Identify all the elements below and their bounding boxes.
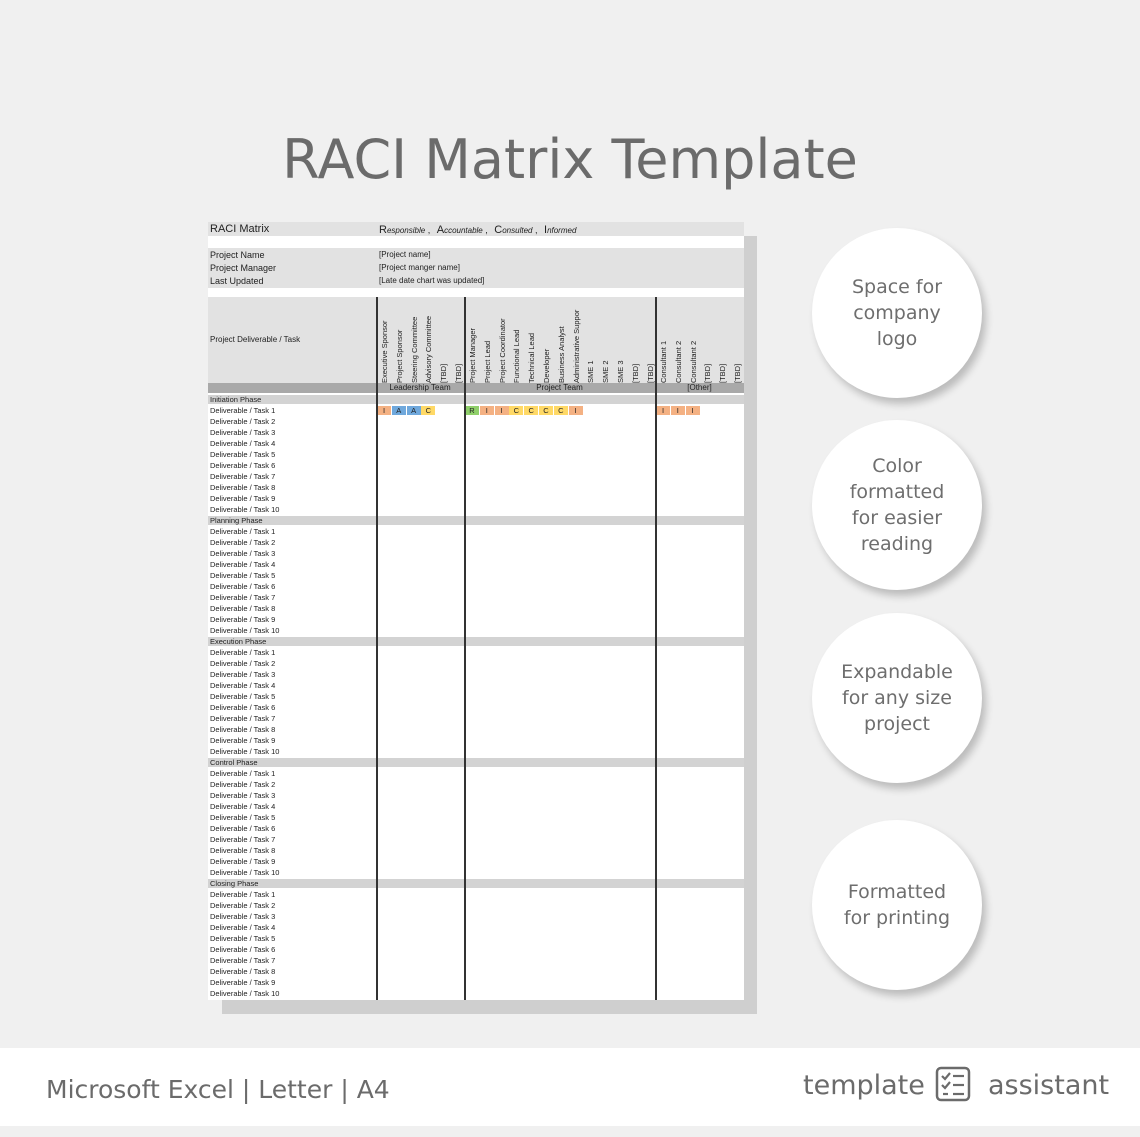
task-label: Deliverable / Task 3: [210, 428, 276, 437]
legend-item: [494, 225, 540, 235]
task-label: Deliverable / Task 9: [210, 857, 276, 866]
legend-separator: ,: [532, 225, 540, 235]
role-header: [TBD]: [733, 363, 742, 383]
task-label: Deliverable / Task 2: [210, 901, 276, 910]
task-label: Deliverable / Task 7: [210, 835, 276, 844]
task-label: Deliverable / Task 10: [210, 626, 280, 635]
legend-item: [544, 225, 576, 235]
task-label: Deliverable / Task 3: [210, 670, 276, 679]
info-value: [Late date chart was updated]: [379, 276, 485, 285]
brand-name-right: assistant: [988, 1070, 1110, 1101]
footer-bar: [0, 1048, 1140, 1126]
task-label: Deliverable / Task 6: [210, 461, 276, 470]
info-label: Project Name: [210, 250, 265, 260]
feature-color-formatted: Color formatted for easier reading: [812, 420, 982, 590]
role-header: Executive Sponsor: [380, 320, 389, 383]
raci-cell: C: [509, 406, 523, 415]
divider-line: [464, 297, 466, 1000]
task-label: Deliverable / Task 6: [210, 582, 276, 591]
task-label: Deliverable / Task 6: [210, 703, 276, 712]
page-title: RACI Matrix Template: [282, 128, 858, 191]
legend-item: [437, 225, 491, 235]
phase-header: Initiation Phase: [208, 395, 744, 404]
raci-cell: C: [539, 406, 553, 415]
role-header: [TBD]: [645, 363, 655, 383]
task-label: Deliverable / Task 4: [210, 802, 276, 811]
raci-cell: I: [656, 406, 670, 415]
task-label: Deliverable / Task 2: [210, 417, 276, 426]
legend-letter: I: [544, 224, 548, 236]
legend-word: nformed: [547, 226, 577, 235]
legend-item: [379, 225, 433, 235]
role-header: Functional Lead: [512, 329, 522, 383]
feature-printing: Formatted for printing: [812, 820, 982, 990]
role-header: SME 2: [601, 360, 611, 383]
task-label: Deliverable / Task 5: [210, 813, 276, 822]
task-label: Deliverable / Task 9: [210, 494, 276, 503]
task-label: Deliverable / Task 1: [210, 890, 276, 899]
role-header: Project Manager: [468, 327, 477, 383]
role-header: Consultant 2: [688, 340, 698, 383]
task-label: Deliverable / Task 6: [210, 945, 276, 954]
info-label: Last Updated: [210, 276, 264, 286]
task-label: Deliverable / Task 1: [210, 648, 276, 657]
raci-sheet-preview: [208, 222, 744, 1000]
brand-name-left: template: [803, 1070, 925, 1101]
task-column-header: Project Deliverable / Task: [210, 335, 301, 344]
role-header: SME 1: [586, 360, 596, 383]
phase-header: Closing Phase: [208, 879, 744, 888]
phase-header: Planning Phase: [208, 516, 744, 525]
legend-letter: R: [379, 224, 387, 236]
task-label: Deliverable / Task 7: [210, 593, 276, 602]
role-header: Consultant 1: [659, 340, 668, 383]
matrix-label: RACI Matrix: [210, 223, 270, 235]
task-label: Deliverable / Task 4: [210, 923, 276, 932]
task-label: Deliverable / Task 5: [210, 934, 276, 943]
task-label: Deliverable / Task 10: [210, 989, 280, 998]
task-label: Deliverable / Task 8: [210, 967, 276, 976]
role-header: [TBD]: [703, 363, 713, 383]
role-header: Project Lead: [482, 340, 492, 383]
info-value: [Project name]: [379, 250, 431, 259]
group-label: Leadership Team: [389, 383, 451, 392]
task-label: Deliverable / Task 9: [210, 736, 276, 745]
task-label: Deliverable / Task 8: [210, 725, 276, 734]
raci-cell: I: [686, 406, 700, 415]
task-label: Deliverable / Task 6: [210, 824, 276, 833]
task-label: Deliverable / Task 9: [210, 615, 276, 624]
legend-letter: A: [436, 224, 445, 236]
legend-separator: ,: [482, 225, 491, 235]
task-label: Deliverable / Task 5: [210, 692, 276, 701]
role-header: Consultant 2: [673, 340, 683, 383]
raci-cell: A: [407, 406, 421, 415]
legend-letter: C: [494, 224, 503, 236]
role-header: Developer: [542, 348, 551, 383]
raci-cell: C: [421, 406, 435, 415]
task-label: Deliverable / Task 5: [210, 571, 276, 580]
role-header: [TBD]: [439, 363, 449, 383]
task-label: Deliverable / Task 3: [210, 549, 276, 558]
raci-cell: I: [671, 406, 685, 415]
divider-line: [655, 297, 657, 1000]
role-header: Steering Committee: [409, 316, 419, 383]
role-header: [TBD]: [718, 363, 728, 383]
task-label: Deliverable / Task 4: [210, 560, 276, 569]
task-label: Deliverable / Task 10: [210, 505, 280, 514]
phase-header: Execution Phase: [208, 637, 744, 646]
role-header: Business Analyst: [556, 326, 566, 383]
task-label: Deliverable / Task 7: [210, 472, 276, 481]
group-label: Project Team: [536, 383, 583, 392]
role-header: SME 3: [616, 360, 625, 383]
task-label: Deliverable / Task 5: [210, 450, 276, 459]
info-value: [Project manger name]: [379, 263, 460, 272]
format-list: Microsoft Excel | Letter | A4: [46, 1075, 390, 1104]
task-label: Deliverable / Task 3: [210, 912, 276, 921]
role-header: [TBD]: [630, 363, 640, 383]
legend-separator: ,: [425, 225, 433, 235]
task-label: Deliverable / Task 10: [210, 868, 280, 877]
task-label: Deliverable / Task 2: [210, 659, 276, 668]
task-label: Deliverable / Task 8: [210, 483, 276, 492]
role-header: Advisory Committee: [424, 315, 434, 383]
legend-word: onsulted: [502, 226, 533, 235]
feature-logo-space: Space for company logo: [812, 228, 982, 398]
bottom-strip: [0, 1126, 1140, 1137]
raci-cell: R: [465, 406, 479, 415]
feature-expandable: Expandable for any size project: [812, 613, 982, 783]
raci-cell: I: [377, 406, 391, 415]
task-label: Deliverable / Task 8: [210, 846, 276, 855]
task-label: Deliverable / Task 2: [210, 780, 276, 789]
role-header: Technical Lead: [527, 332, 537, 383]
task-label: Deliverable / Task 8: [210, 604, 276, 613]
task-label: Deliverable / Task 10: [210, 747, 280, 756]
raci-cell: C: [554, 406, 568, 415]
divider-line: [376, 297, 378, 1000]
raci-cell: I: [495, 406, 509, 415]
raci-cell: A: [392, 406, 406, 415]
task-label: Deliverable / Task 3: [210, 791, 276, 800]
raci-legend: [379, 224, 580, 236]
task-label: Deliverable / Task 9: [210, 978, 276, 987]
role-header: Project Coordinator: [497, 318, 507, 383]
group-label: [Other]: [687, 383, 712, 392]
task-label: Deliverable / Task 1: [210, 769, 276, 778]
checklist-icon: [935, 1066, 971, 1102]
legend-word: esponsible: [386, 226, 426, 235]
task-label: Deliverable / Task 4: [210, 439, 276, 448]
task-label: Deliverable / Task 2: [210, 538, 276, 547]
task-label: Deliverable / Task 7: [210, 956, 276, 965]
phase-header: Control Phase: [208, 758, 744, 767]
role-header: [TBD]: [454, 363, 463, 383]
role-header: Administrative Suppor: [571, 309, 581, 383]
raci-cell: I: [480, 406, 494, 415]
task-label: Deliverable / Task 1: [210, 527, 276, 536]
task-label: Deliverable / Task 1: [210, 406, 276, 415]
info-label: Project Manager: [210, 263, 277, 273]
task-label: Deliverable / Task 4: [210, 681, 276, 690]
role-header: Project Sponsor: [394, 329, 404, 383]
task-label: Deliverable / Task 7: [210, 714, 276, 723]
raci-cell: C: [524, 406, 538, 415]
legend-word: ccountable: [444, 226, 483, 235]
raci-cell: I: [569, 406, 583, 415]
